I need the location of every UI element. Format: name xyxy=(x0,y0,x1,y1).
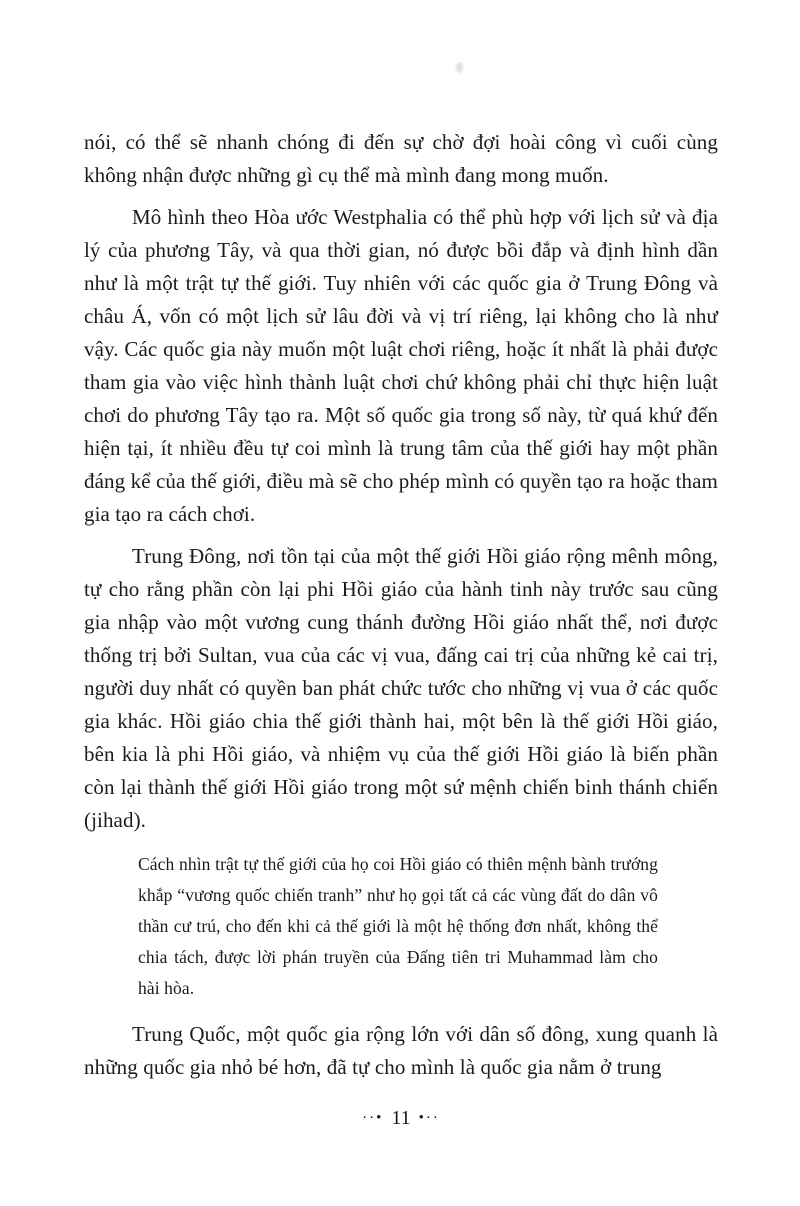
body-paragraph-middle-east: Trung Đông, nơi tồn tại của một thế giới Hồi giáo rộng mênh mông, tự cho rằng phần còn lại phi Hồi giáo của hành tinh này trước sau cũng gia nhập vào một vương cung thánh đường Hồi giáo nhất thể, nơi được thống trị bởi Sultan, vua của các vị vua, đấng cai trị của những kẻ cai trị, người duy nhất có quyền ban phát chức tước cho những vị vua ở các quốc gia khác. Hồi giáo chia thế giới thành hai, một bên là thế giới Hồi giáo, bên kia là phi Hồi giáo, và nhiệm vụ của thế giới Hồi giáo là biến phần còn lại thành thế giới Hồi giáo trong một sứ mệnh chiến binh thánh chiến (jihad). xyxy=(84,544,718,832)
footer-ornament-right: •·· xyxy=(418,1110,440,1126)
footer-ornament-left: ··• xyxy=(362,1110,384,1126)
page-footer xyxy=(84,1106,718,1132)
page-number: 11 xyxy=(391,1107,411,1129)
body-paragraph-westphalia: Mô hình theo Hòa ước Westphalia có thể phù hợp với lịch sử và địa lý của phương Tây, và qua thời gian, nó được bồi đắp và định hình dần như là một trật tự thế giới. Tuy nhiên với các quốc gia ở Trung Đông và châu Á, vốn có một lịch sử lâu đời và vị trí riêng, lại không cho là như vậy. Các quốc gia này muốn một luật chơi riêng, hoặc ít nhất là phải được tham gia vào việc hình thành luật chơi chứ không phải chỉ thực hiện luật chơi do phương Tây tạo ra. Một số quốc gia trong số này, từ quá khứ đến hiện tại, ít nhiều đều tự coi mình là trung tâm của thế giới hay một phần đáng kể của thế giới, điều mà sẽ cho phép mình có quyền tạo ra hoặc tham gia tạo ra cách chơi. xyxy=(84,205,718,526)
scan-speck-artifact xyxy=(456,62,463,73)
body-paragraph-china: Trung Quốc, một quốc gia rộng lớn với dân số đông, xung quanh là những quốc gia nhỏ bé hơn, đã tự cho mình là quốc gia nằm ở trung xyxy=(84,1022,718,1079)
block-quote: Cách nhìn trật tự thế giới của họ coi Hồi giáo có thiên mệnh bành trướng khắp “vương quốc chiến tranh” như họ gọi tất cả các vùng đất do dân vô thần cư trú, cho đến khi cả thế giới là một hệ thống đơn nhất, không thể chia tách, được lời phán truyền của Đấng tiên tri Muhammad làm cho hài hòa. xyxy=(138,854,658,998)
body-paragraph-continuation: nói, có thể sẽ nhanh chóng đi đến sự chờ đợi hoài công vì cuối cùng không nhận được những gì cụ thể mà mình đang mong muốn. xyxy=(84,130,718,187)
